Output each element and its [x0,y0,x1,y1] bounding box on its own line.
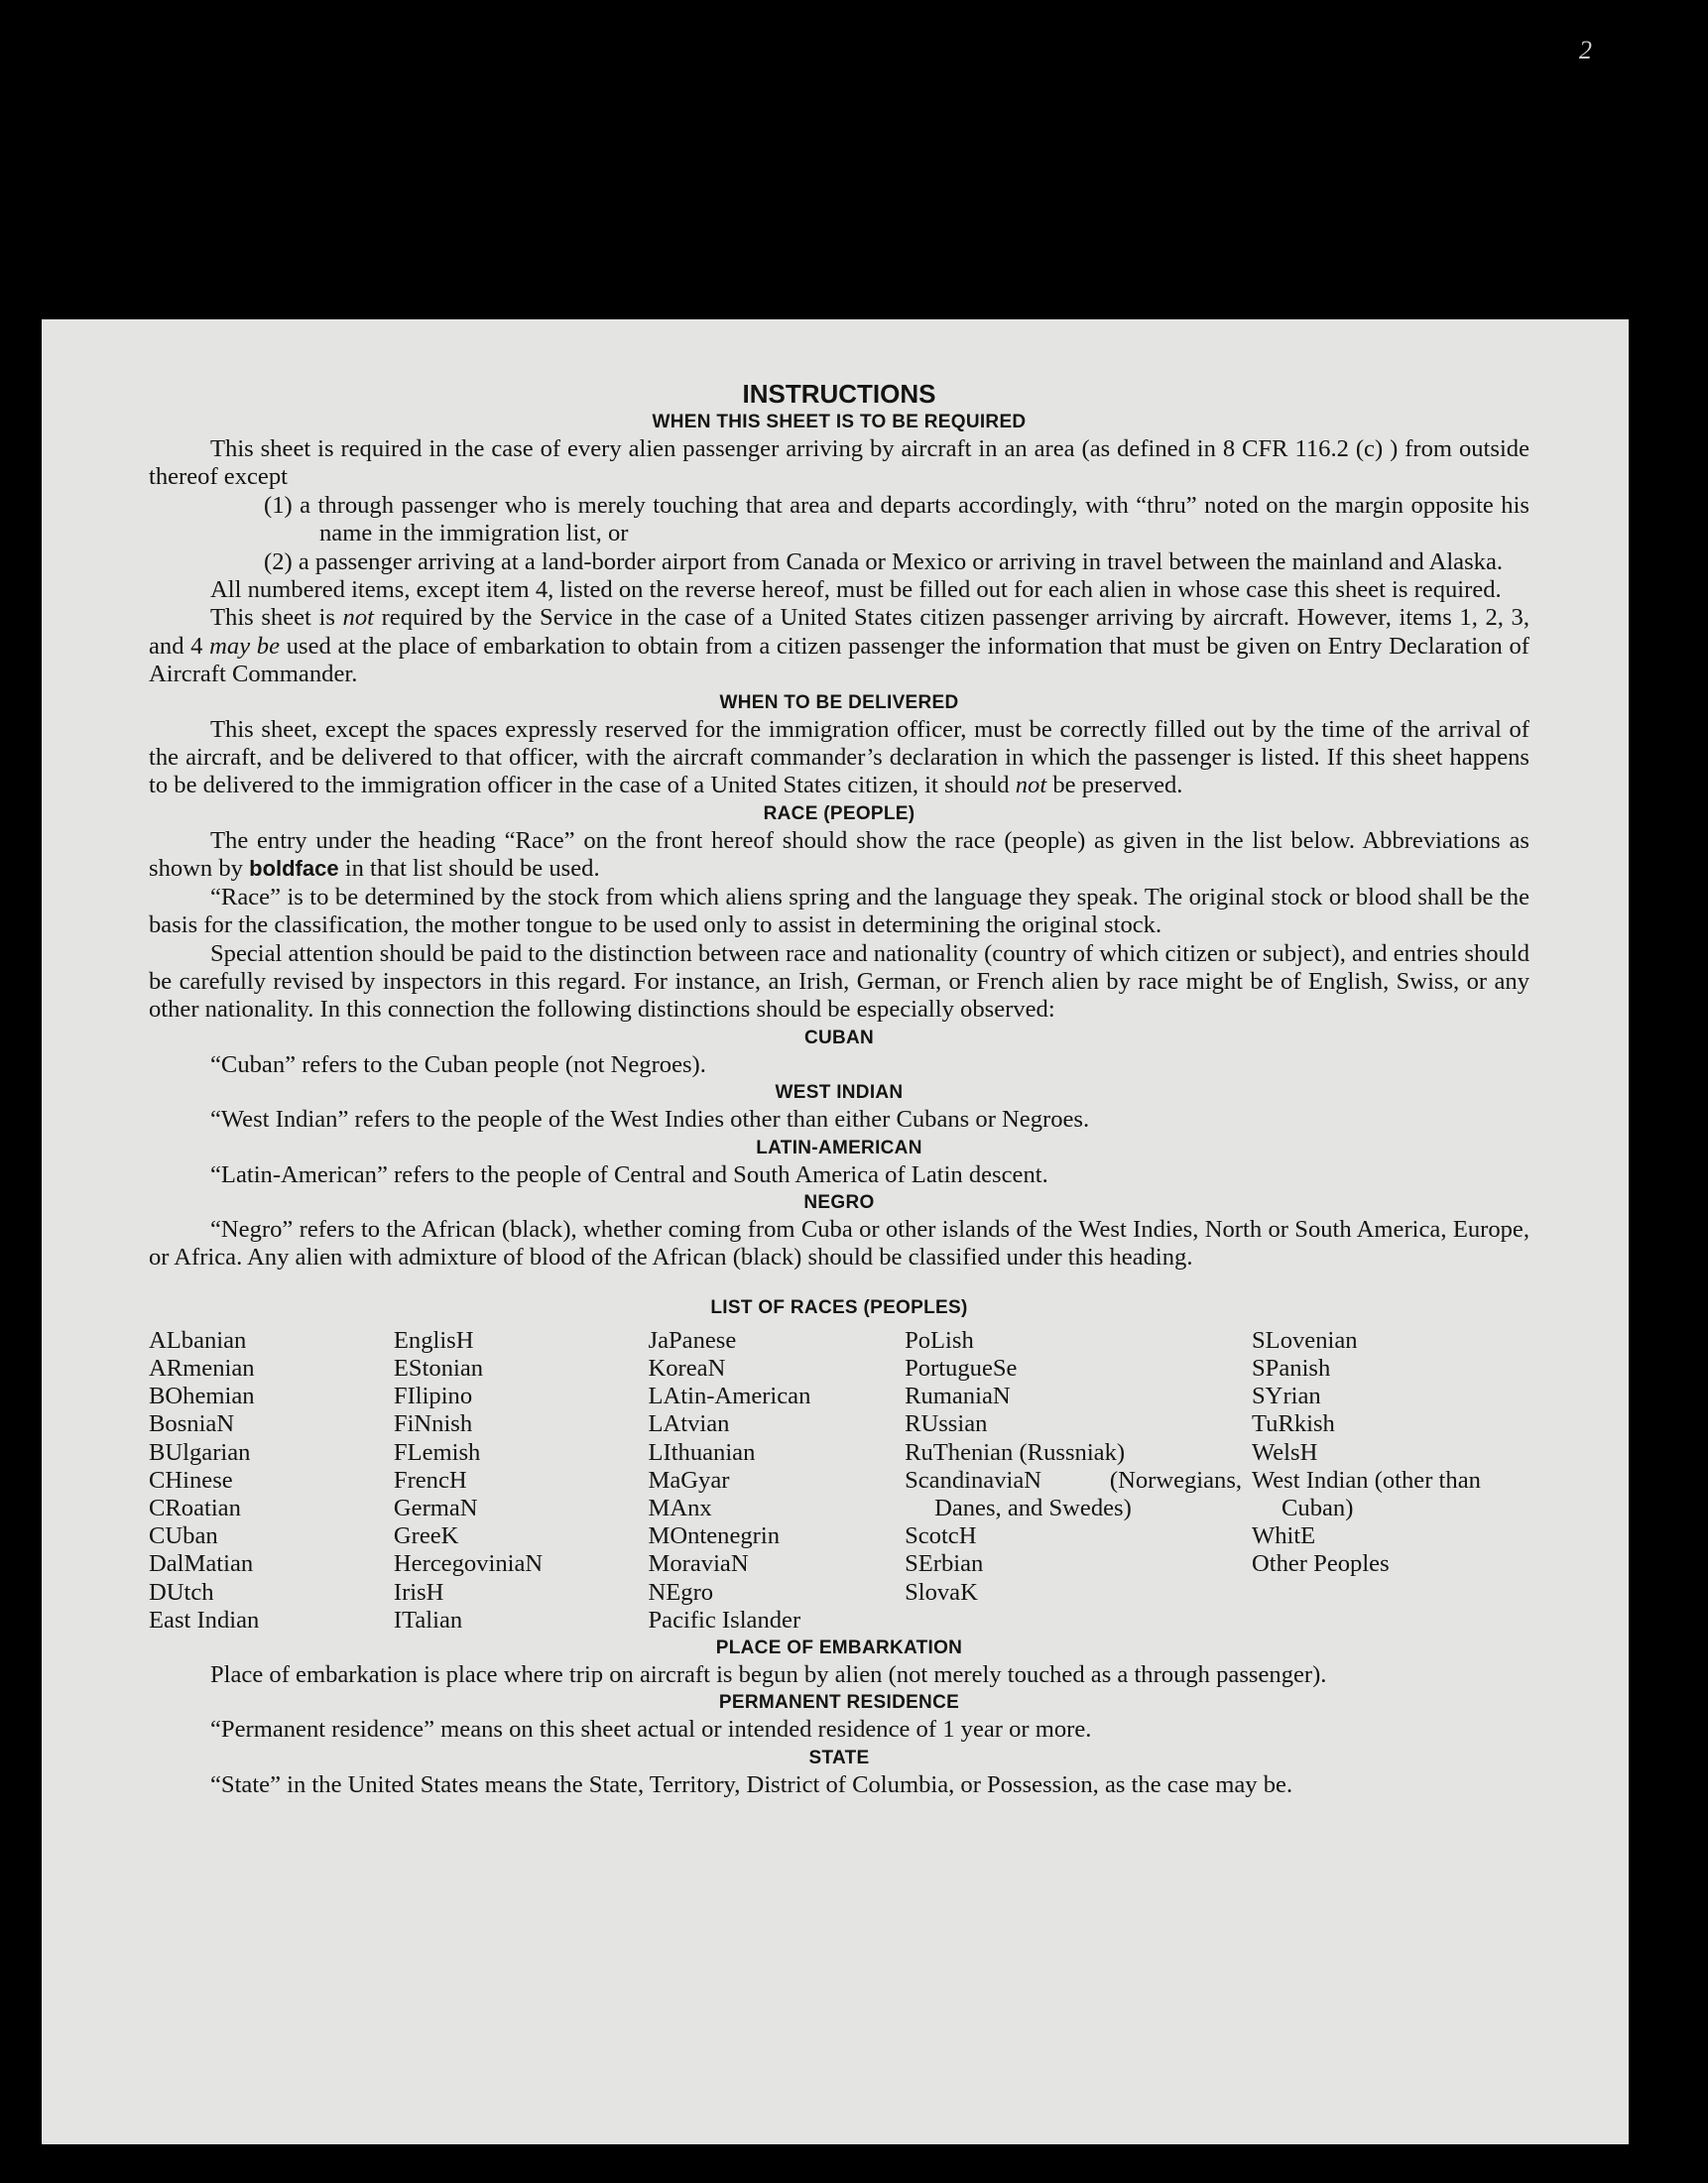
race-item: MoraviaN [648,1550,749,1578]
paragraph-state: “State” in the United States means the State, Territory, District of Columbia, or Possession, as the case may be. [210,1770,1293,1798]
race-item: LAtvian [648,1410,730,1438]
race-item: West Indian (other than Cuban) [1252,1466,1481,1521]
race-column-5 [1252,1327,1529,1635]
document-title: INSTRUCTIONS [742,379,936,409]
heading-permanent-residence: PERMANENT RESIDENCE [718,1692,960,1714]
race-item: SErbian [905,1550,984,1578]
race-item: WhitE [1252,1522,1316,1550]
heading-when-required: WHEN THIS SHEET IS TO BE REQUIRED [652,412,1027,432]
heading-cuban: CUBAN [803,1027,875,1048]
race-item: SYrian [1252,1383,1321,1410]
exception-item-1: (1) a through passenger who is merely touching that area and departs accordingly, with “thru” noted on the margin opposite his name in the immigration list, or [264,491,1529,547]
heading-when-delivered: WHEN TO BE DELIVERED [719,691,959,713]
race-item: KoreaN [648,1354,726,1382]
race-item: FrencH [393,1466,467,1494]
race-item: LAtin-American [648,1383,811,1410]
paragraph-delivered: This sheet, except the spaces expressly reserved for the immigration officer, must be correctly filled out by the time of the arrival of the aircraft, and be delivered to that officer, with the aircraft commander’s declaration in which the passenger is listed. If this sheet happens to be delivered to the immigration officer in the case of a United States citizen, it should not be preserved. [149,715,1529,799]
race-item: DalMatian [149,1550,254,1578]
race-item: BUlgarian [149,1438,251,1466]
race-item: ALbanian [149,1326,247,1354]
race-item: ARmenian [149,1354,255,1382]
race-item: NEgro [648,1578,714,1606]
race-item: FIlipino [393,1383,473,1410]
race-item: RUssian [905,1410,988,1438]
race-item: GermaN [393,1494,478,1521]
paragraph-citizen: This sheet is not required by the Service in the case of a United States citizen passenger arriving by aircraft. However, items 1, 2, 3, and 4 may be used at the place of embarkation to obtain from a citizen passenger the information that must be given on Entry Declaration of Aircraft Commander. [149,604,1530,688]
race-list [149,1327,1529,1635]
race-item: PoLish [905,1326,974,1354]
race-column-2 [394,1327,649,1635]
race-item: CHinese [149,1466,233,1494]
heading-list-of-races: LIST OF RACES (PEOPLES) [710,1296,968,1318]
race-item: GreeK [393,1522,459,1550]
paragraph-embarkation: Place of embarkation is place where trip on aircraft is begun by alien (not merely touched as a through passenger). [210,1660,1327,1688]
race-item: CUban [149,1522,218,1550]
heading-west-indian: WEST INDIAN [775,1082,904,1104]
exception-item-2: (2) a passenger arriving at a land-border airport from Canada or Mexico or arriving in travel between the mainland and Alaska. [264,547,1504,575]
race-item: WelsH [1252,1438,1318,1466]
race-item: ScandinaviaN (Norwegians, Danes, and Swedes) [905,1466,1243,1521]
paragraph-cuban: “Cuban” refers to the Cuban people (not Negroes). [210,1050,706,1078]
race-item: BosniaN [149,1410,235,1438]
race-item: SlovaK [905,1578,978,1606]
race-item: HercegoviniaN [393,1550,544,1578]
race-item: JaPanese [648,1326,737,1354]
paragraph-race-stock: “Race” is to be determined by the stock from which aliens spring and the language they speak. The original stock or blood shall be the basis for the classification, the mother tongue to be used only to assist in determining the original stock. [149,883,1529,939]
paragraph-west-indian: “West Indian” refers to the people of the West Indies other than either Cubans or Negroes. [210,1106,1090,1134]
paragraph-residence: “Permanent residence” means on this sheet actual or intended residence of 1 year or more. [210,1716,1092,1744]
heading-latin-american: LATIN-AMERICAN [756,1137,922,1158]
race-item: MOntenegrin [648,1522,781,1550]
race-item: CRoatian [149,1494,241,1521]
paragraph-race-nationality: Special attention should be paid to the distinction between race and nationality (country of which citizen or subject), and entries should be carefully revised by inspectors in this regard. For instance, an Irish, German, or French alien by race might be of English, Swiss, or any other nationality. In this connection the following distinctions should be especially observed: [149,939,1529,1024]
race-item: LIthuanian [648,1438,756,1466]
race-item: MaGyar [648,1466,730,1494]
race-item: MAnx [648,1494,712,1521]
race-item: East Indian [149,1606,260,1634]
race-item: Pacific Islander [648,1606,801,1634]
race-item: ITalian [393,1606,463,1634]
race-item: TuRkish [1252,1410,1335,1438]
race-column-1 [149,1327,394,1635]
paragraph-negro: “Negro” refers to the African (black), whether coming from Cuba or other islands of the West Indies, North or South America, Europe, or Africa. Any alien with admixture of blood of the African (black) should be classified under this heading. [149,1215,1529,1272]
heading-state: STATE [808,1747,870,1768]
race-item: IrisH [393,1578,444,1606]
instruction-sheet [42,319,1629,2144]
heading-place-of-embarkation: PLACE OF EMBARKATION [715,1637,963,1658]
race-item: DUtch [149,1578,214,1606]
paragraph-numbered-items: All numbered items, except item 4, listed on the reverse hereof, must be filled out for each alien in whose case this sheet is required. [210,576,1502,604]
race-item: FiNnish [393,1410,473,1438]
race-column-4 [905,1327,1252,1635]
race-item: SPanish [1252,1354,1331,1382]
race-item: RumaniaN [905,1383,1011,1410]
race-item: ScotcH [905,1522,977,1550]
paragraph-required: This sheet is required in the case of every alien passenger arriving by aircraft in an area (as defined in 8 CFR 116.2 (c) ) from outside thereof except [149,435,1529,491]
race-item: SLovenian [1252,1326,1358,1354]
race-item: RuThenian (Russniak) [905,1438,1126,1466]
race-item: FLemish [393,1438,481,1466]
paragraph-latin-american: “Latin-American” refers to the people of Central and South America of Latin descent. [210,1160,1048,1188]
heading-race: RACE (PEOPLE) [763,802,915,824]
race-column-3 [649,1327,906,1635]
page-number: 2 [1579,36,1592,64]
race-item: Other Peoples [1252,1550,1390,1578]
race-item: PortugueSe [905,1354,1018,1382]
paragraph-race-entry: The entry under the heading “Race” on the front hereof should show the race (people) as given in the list below. Abbreviations as shown by boldface in that list should be used. [149,826,1529,883]
race-item: EStonian [393,1354,484,1382]
heading-negro: NEGRO [803,1191,875,1213]
race-item: BOhemian [149,1383,255,1410]
race-item: EnglisH [393,1326,474,1354]
